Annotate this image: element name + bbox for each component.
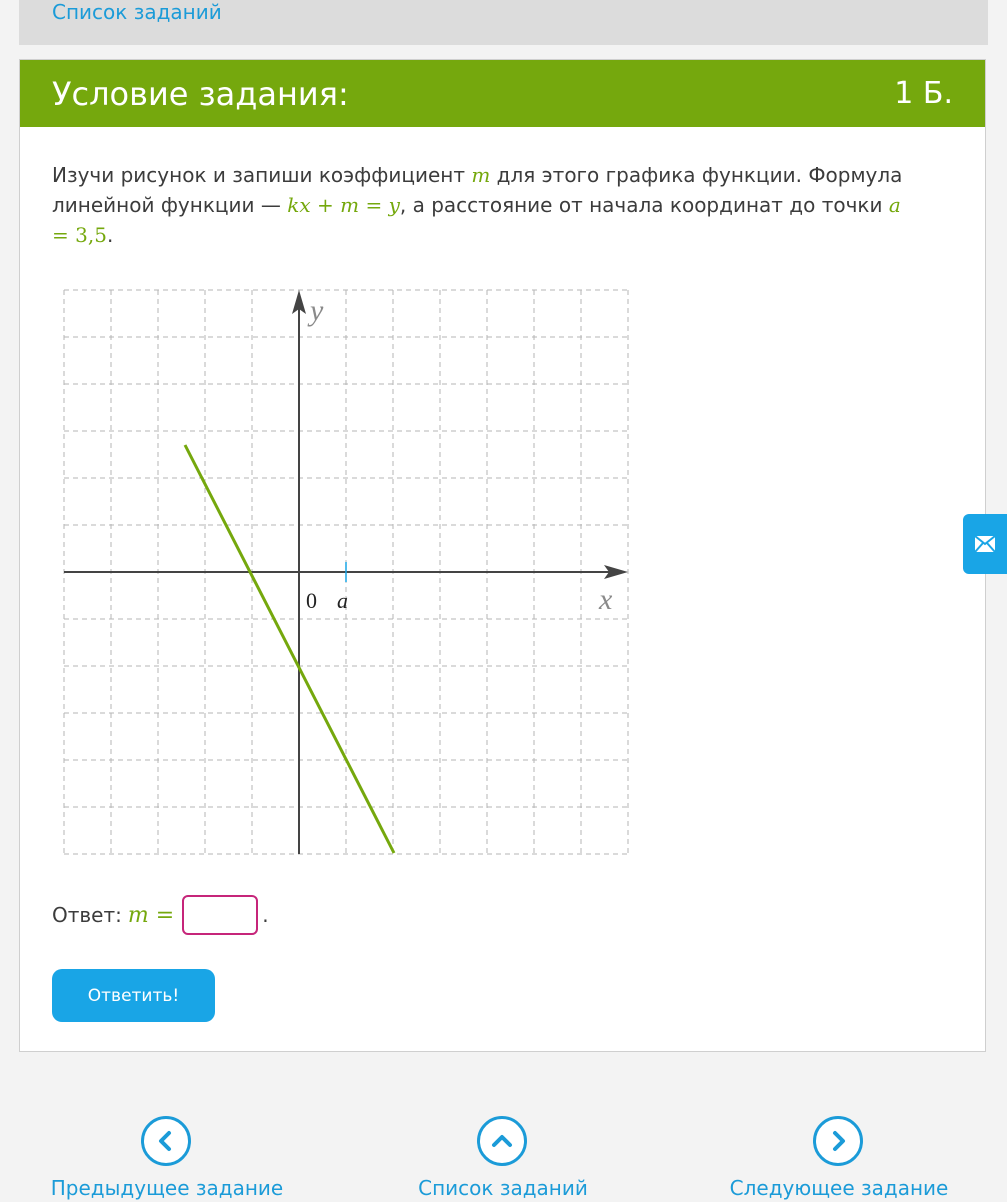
a-var: a xyxy=(888,193,901,217)
task-text-part: для этого графика функции. Формула линейной функции — xyxy=(52,163,903,217)
next-task-label[interactable]: Следующее задание xyxy=(729,1176,949,1200)
prev-task-label[interactable]: Предыдущее задание xyxy=(50,1176,284,1200)
top-bar xyxy=(19,0,988,45)
function-graph xyxy=(60,286,632,858)
math-m: m xyxy=(471,163,491,187)
next-task-nav[interactable] xyxy=(714,1116,964,1202)
answer-input[interactable] xyxy=(182,895,258,935)
task-text xyxy=(52,160,912,250)
task-list-link[interactable]: Список заданий xyxy=(52,0,222,24)
task-card xyxy=(19,59,986,1052)
formula-plus: + xyxy=(310,193,341,217)
task-text-period: . xyxy=(106,223,114,247)
submit-button[interactable]: Ответить! xyxy=(52,969,215,1022)
task-list-nav[interactable] xyxy=(393,1116,613,1202)
y-axis-label: y xyxy=(310,294,324,327)
chevron-left-icon xyxy=(155,1130,177,1152)
card-header xyxy=(20,60,985,127)
next-button[interactable] xyxy=(813,1116,863,1166)
x-axis-label: x xyxy=(599,583,613,616)
a-eq: = xyxy=(52,223,76,247)
answer-eq: = xyxy=(148,902,175,928)
answer-label: Ответ: xyxy=(52,903,122,927)
formula-eq: = xyxy=(359,193,389,217)
a-value: 3,5 xyxy=(75,223,107,247)
answer-dot: . xyxy=(262,903,269,927)
points-badge: 1 Б. xyxy=(894,76,953,111)
feedback-tab[interactable] xyxy=(963,514,1007,574)
task-text-part: Изучи рисунок и запиши коэффициент xyxy=(52,163,472,187)
card-title: Условие задания: xyxy=(52,75,349,113)
formula xyxy=(287,193,400,217)
formula-y: y xyxy=(388,193,400,217)
list-button[interactable] xyxy=(477,1116,527,1166)
chevron-right-icon xyxy=(827,1130,849,1152)
prev-task-nav[interactable] xyxy=(37,1116,297,1202)
prev-button[interactable] xyxy=(141,1116,191,1166)
task-text-part: , а расстояние от начала координат до точки xyxy=(399,193,889,217)
origin-label: 0 xyxy=(306,588,317,613)
formula-m: m xyxy=(340,193,360,217)
answer-math xyxy=(128,903,174,928)
envelope-icon xyxy=(974,535,996,553)
function-line xyxy=(185,445,394,853)
formula-kx: kx xyxy=(287,193,311,217)
a-label: a xyxy=(337,588,348,613)
chevron-up-icon xyxy=(491,1130,513,1152)
answer-row xyxy=(52,892,269,938)
answer-var: m xyxy=(127,902,149,928)
task-list-label[interactable]: Список заданий xyxy=(418,1176,588,1200)
